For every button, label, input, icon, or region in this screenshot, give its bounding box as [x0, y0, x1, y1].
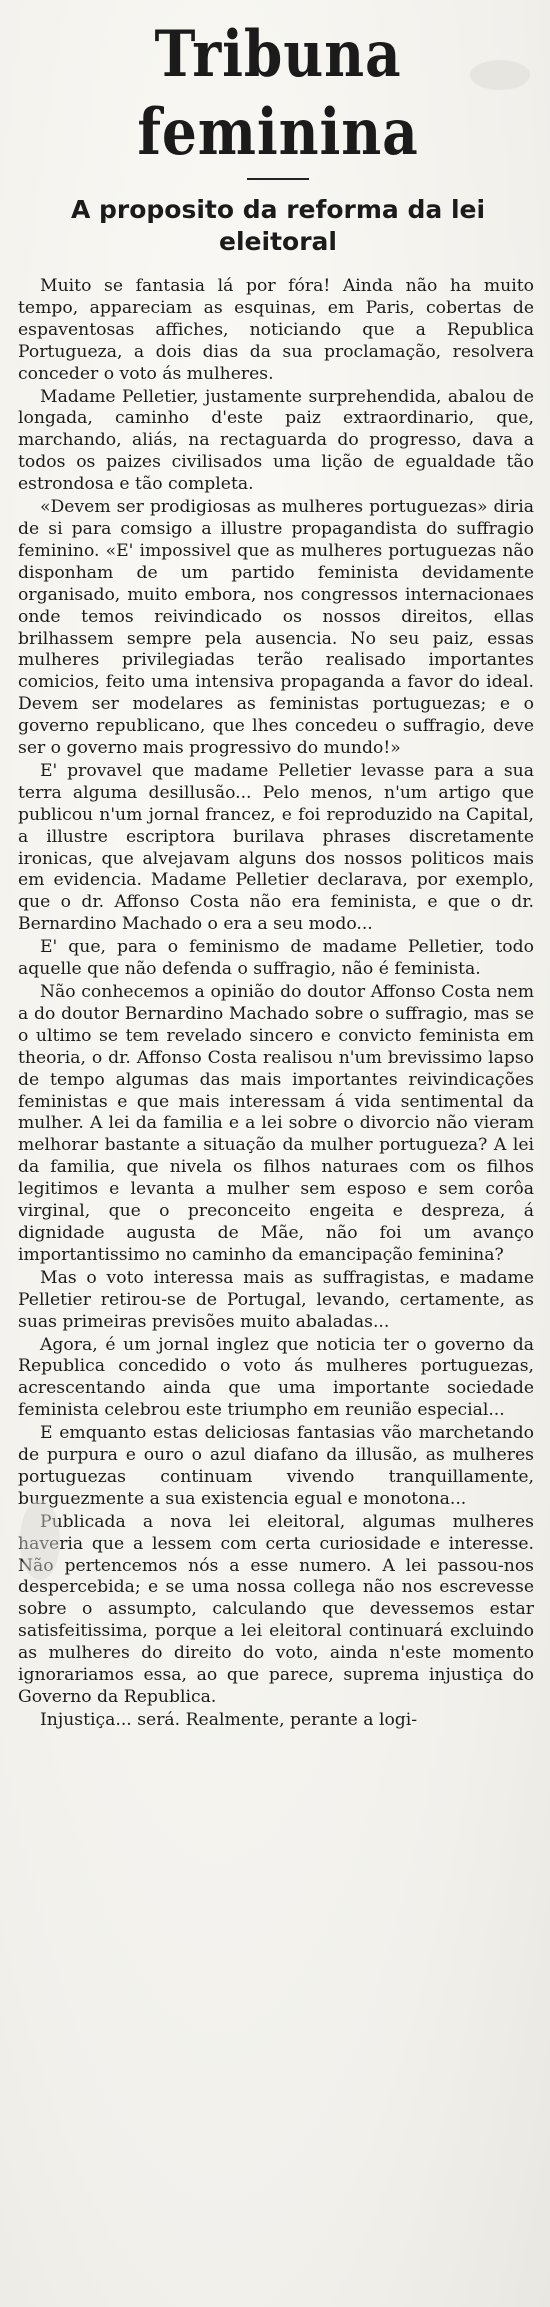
title-rule	[247, 178, 309, 180]
paragraph: E emquanto estas deliciosas fantasias vão marchetando de purpura e ouro o azul diafano da illusão, as mulheres portuguezas continuam vivendo tranquillamente, burguezmente a sua existencia egual e monotona...	[18, 1423, 534, 1509]
article-body	[18, 276, 538, 1732]
paper-stain	[20, 1500, 60, 1580]
paragraph: Mas o voto interessa mais as suffragistas, e madame Pelletier retirou-se de Portugal, levando, certamente, as suas primeiras previsões muito abaladas...	[18, 1267, 534, 1332]
paragraph: Publicada a nova lei eleitoral, algumas mulheres haveria que a lessem com certa curiosidade e interesse. Não pertencemos nós a esse numero. A lei passou-nos despercebida; e se uma nossa collega não nos escrevesse sobre o assumpto, calculando que devessemos estar satisfeitissima, porque a lei eleitoral continuará excluindo as mulheres do direito do voto, ainda n'este momento ignorariamos essa, ao que parece, suprema injustiça do Governo da Republica.	[18, 1511, 534, 1707]
paragraph: Madame Pelletier, justamente surprehendida, abalou de longada, caminho d'este paiz extraordinario, que, marchando, aliás, na rectaguarda do progresso, dava a todos os paizes civilisados uma lição de egualdade tão estrondosa e tão completa.	[18, 386, 534, 495]
paragraph: Muito se fantasia lá por fóra! Ainda não ha muito tempo, appareciam as esquinas, em Paris, cobertas de espaventosas affiches, noticiando que a Republica Portugueza, a dois dias da sua proclamação, resolvera conceder o voto ás mulheres.	[18, 276, 534, 384]
paragraph: «Devem ser prodigiosas as mulheres portuguezas» diria de si para comsigo a illustre propagandista do suffragio feminino. «E' impossivel que as mulheres portuguezas não disponham de um partido feminista devidamente organisado, muito embora, nos congressos internacionaes onde temos reivindicado os nossos direitos, ellas brilhassem sempre pela ausencia. No seu paiz, essas mulheres privilegiadas terão realisado importantes comicios, feito uma intensiva propaganda a favor do ideal. Devem ser modelares as feministas portuguezas; e o governo republicano, que lhes concedeu o suffragio, deve ser o governo mais progressivo do mundo!»	[18, 497, 534, 759]
paragraph: E' provavel que madame Pelletier levasse para a sua terra alguma desillusão... Pelo menos, n'um artigo que publicou n'um jornal francez, e foi reproduzido na Capital, a illustre escriptora burilava phrases discretamente ironicas, que alvejavam alguns dos nossos politicos mais em evidencia. Madame Pelletier declarava, por exemplo, que o dr. Affonso Costa não era feminista, e que o dr. Bernardino Machado o era a seu modo...	[18, 760, 534, 935]
paragraph: Agora, é um jornal inglez que noticia ter o governo da Republica concedido o voto ás mulheres portuguezas, acrescentando ainda que uma importante sociedade feminista celebrou este triumpho em reunião especial...	[18, 1334, 534, 1421]
paragraph: E' que, para o feminismo de madame Pelletier, todo aquelle que não defenda o suffragio, não é feminista.	[18, 937, 534, 980]
paragraph: Injustiça... será. Realmente, perante a logi-	[40, 1709, 418, 1730]
masthead-title: Tribuna feminina	[137, 17, 419, 170]
article-headline: A proposito da reforma da lei eleitoral	[70, 195, 486, 256]
paper-stain	[470, 60, 530, 90]
paragraph: Não conhecemos a opinião do doutor Affonso Costa nem a do doutor Bernardino Machado sobre o suffragio, mas se o ultimo se tem revelado sincero e convicto feminista em theoria, o dr. Affonso Costa realisou n'um brevissimo lapso de tempo algumas das mais importantes reivindicações feministas e que mais interessam á vida sentimental da mulher. A lei da familia e a lei sobre o divorcio não vieram melhorar bastante a situação da mulher portugueza? A lei da familia, que nivela os filhos naturaes com os filhos legitimos e levanta a mulher sem esposo e sem corôa virginal, que o preconceito engeita e despreza, á dignidade augusta de Mãe, não foi um avanço importantissimo no caminho da emancipação feminina?	[18, 982, 534, 1265]
